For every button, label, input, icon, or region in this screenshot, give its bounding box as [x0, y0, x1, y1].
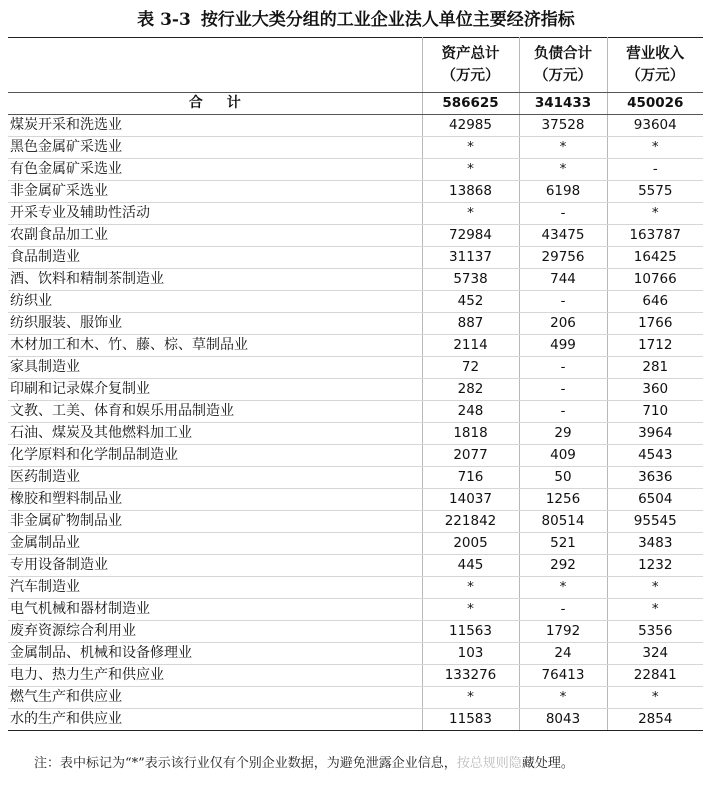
revenue-cell: 281	[607, 357, 703, 379]
industry-cell: 煤炭开采和洗选业	[8, 115, 422, 137]
table-row	[8, 137, 703, 159]
revenue-cell: 163787	[607, 225, 703, 247]
revenue-cell: 6504	[607, 489, 703, 511]
table-row	[8, 533, 703, 555]
total-row	[8, 93, 703, 115]
table-row	[8, 577, 703, 599]
table-row	[8, 269, 703, 291]
industry-cell: 家具制造业	[8, 357, 422, 379]
liabilities-cell: 29	[519, 423, 607, 445]
assets-cell: 716	[422, 467, 519, 489]
revenue-cell: 95545	[607, 511, 703, 533]
header-revenue: 营业收入 （万元）	[607, 38, 703, 93]
revenue-cell: 646	[607, 291, 703, 313]
revenue-cell: 1712	[607, 335, 703, 357]
assets-cell: *	[422, 577, 519, 599]
revenue-cell: 2854	[607, 709, 703, 731]
industry-cell: 汽车制造业	[8, 577, 422, 599]
assets-cell: 5738	[422, 269, 519, 291]
table-row	[8, 599, 703, 621]
liabilities-cell: 8043	[519, 709, 607, 731]
industry-cell: 金属制品业	[8, 533, 422, 555]
liabilities-cell: 37528	[519, 115, 607, 137]
industry-cell: 非金属矿物制品业	[8, 511, 422, 533]
assets-cell: 1818	[422, 423, 519, 445]
industry-cell: 专用设备制造业	[8, 555, 422, 577]
table-row	[8, 247, 703, 269]
table-row	[8, 621, 703, 643]
industry-cell: 有色金属矿采选业	[8, 159, 422, 181]
liabilities-cell: 744	[519, 269, 607, 291]
header-industry	[8, 38, 422, 93]
revenue-cell: 360	[607, 379, 703, 401]
table-row	[8, 643, 703, 665]
table-row	[8, 115, 703, 137]
industry-cell: 非金属矿采选业	[8, 181, 422, 203]
liabilities-cell: 499	[519, 335, 607, 357]
revenue-cell: 710	[607, 401, 703, 423]
revenue-cell: *	[607, 687, 703, 709]
table-row	[8, 511, 703, 533]
industry-cell: 食品制造业	[8, 247, 422, 269]
header-liabilities: 负债合计 （万元）	[519, 38, 607, 93]
note-text: 注：表中标记为“*”表示该行业仅有个别企业数据，为避免泄露企业信息，	[34, 756, 457, 771]
table-row	[8, 489, 703, 511]
liabilities-cell: 1792	[519, 621, 607, 643]
assets-cell: *	[422, 159, 519, 181]
revenue-cell: -	[607, 159, 703, 181]
table-row	[8, 401, 703, 423]
total-liabilities: 341433	[519, 93, 607, 115]
liabilities-cell: 206	[519, 313, 607, 335]
table-row	[8, 467, 703, 489]
revenue-cell: 4543	[607, 445, 703, 467]
industry-cell: 水的生产和供应业	[8, 709, 422, 731]
assets-cell: 14037	[422, 489, 519, 511]
table-code: 表 3-3	[137, 10, 191, 30]
revenue-cell: 1232	[607, 555, 703, 577]
liabilities-cell: 6198	[519, 181, 607, 203]
revenue-cell: 324	[607, 643, 703, 665]
assets-cell: 103	[422, 643, 519, 665]
liabilities-cell: -	[519, 379, 607, 401]
assets-cell: 72	[422, 357, 519, 379]
industry-cell: 橡胶和塑料制品业	[8, 489, 422, 511]
assets-cell: 221842	[422, 511, 519, 533]
liabilities-cell: -	[519, 401, 607, 423]
liabilities-cell: -	[519, 291, 607, 313]
revenue-cell: 5575	[607, 181, 703, 203]
table-row	[8, 423, 703, 445]
industry-cell: 印刷和记录媒介复制业	[8, 379, 422, 401]
table-row	[8, 203, 703, 225]
total-revenue: 450026	[607, 93, 703, 115]
liabilities-cell: 29756	[519, 247, 607, 269]
liabilities-cell: -	[519, 357, 607, 379]
header-assets: 资产总计 （万元）	[422, 38, 519, 93]
industry-cell: 木材加工和木、竹、藤、棕、草制品业	[8, 335, 422, 357]
liabilities-cell: *	[519, 577, 607, 599]
table-row	[8, 555, 703, 577]
revenue-cell: 22841	[607, 665, 703, 687]
industry-cell: 电力、热力生产和供应业	[8, 665, 422, 687]
note-faded-text: 按总规则隐	[456, 756, 522, 771]
industry-cell: 石油、煤炭及其他燃料加工业	[8, 423, 422, 445]
table-title-text: 按行业大类分组的工业企业法人单位主要经济指标	[200, 10, 575, 30]
assets-cell: 11583	[422, 709, 519, 731]
liabilities-cell: 521	[519, 533, 607, 555]
assets-cell: *	[422, 203, 519, 225]
liabilities-cell: *	[519, 687, 607, 709]
liabilities-cell: -	[519, 599, 607, 621]
table-row	[8, 181, 703, 203]
revenue-cell: 5356	[607, 621, 703, 643]
industry-cell: 纺织业	[8, 291, 422, 313]
indicator-table	[8, 37, 703, 731]
table-row	[8, 159, 703, 181]
industry-cell: 黑色金属矿采选业	[8, 137, 422, 159]
industry-cell: 金属制品、机械和设备修理业	[8, 643, 422, 665]
industry-cell: 纺织服装、服饰业	[8, 313, 422, 335]
assets-cell: *	[422, 687, 519, 709]
industry-cell: 医药制造业	[8, 467, 422, 489]
revenue-cell: *	[607, 599, 703, 621]
table-title	[0, 8, 712, 32]
industry-cell: 电气机械和器材制造业	[8, 599, 422, 621]
revenue-cell: *	[607, 137, 703, 159]
assets-cell: *	[422, 599, 519, 621]
industry-cell: 燃气生产和供应业	[8, 687, 422, 709]
revenue-cell: 16425	[607, 247, 703, 269]
revenue-cell: *	[607, 203, 703, 225]
note-text-2: 藏处理。	[521, 756, 574, 771]
table-note	[10, 752, 704, 776]
assets-cell: 445	[422, 555, 519, 577]
assets-cell: 282	[422, 379, 519, 401]
revenue-cell: *	[607, 577, 703, 599]
revenue-cell: 3483	[607, 533, 703, 555]
total-assets: 586625	[422, 93, 519, 115]
assets-cell: 248	[422, 401, 519, 423]
assets-cell: 31137	[422, 247, 519, 269]
assets-cell: 452	[422, 291, 519, 313]
assets-cell: *	[422, 137, 519, 159]
table-row	[8, 709, 703, 731]
liabilities-cell: 1256	[519, 489, 607, 511]
industry-cell: 开采专业及辅助性活动	[8, 203, 422, 225]
table-row	[8, 225, 703, 247]
liabilities-cell: *	[519, 137, 607, 159]
revenue-cell: 93604	[607, 115, 703, 137]
table-row	[8, 445, 703, 467]
liabilities-cell: 50	[519, 467, 607, 489]
industry-cell: 酒、饮料和精制茶制造业	[8, 269, 422, 291]
assets-cell: 2077	[422, 445, 519, 467]
table-row	[8, 665, 703, 687]
assets-cell: 133276	[422, 665, 519, 687]
industry-cell: 化学原料和化学制品制造业	[8, 445, 422, 467]
table-header-row	[8, 38, 703, 93]
assets-cell: 11563	[422, 621, 519, 643]
assets-cell: 887	[422, 313, 519, 335]
table-row	[8, 313, 703, 335]
assets-cell: 42985	[422, 115, 519, 137]
table-row	[8, 687, 703, 709]
liabilities-cell: 409	[519, 445, 607, 467]
industry-cell: 文教、工美、体育和娱乐用品制造业	[8, 401, 422, 423]
liabilities-cell: 24	[519, 643, 607, 665]
table-row	[8, 357, 703, 379]
table-row	[8, 335, 703, 357]
industry-cell: 废弃资源综合利用业	[8, 621, 422, 643]
liabilities-cell: *	[519, 159, 607, 181]
assets-cell: 72984	[422, 225, 519, 247]
liabilities-cell: -	[519, 203, 607, 225]
revenue-cell: 3636	[607, 467, 703, 489]
assets-cell: 2005	[422, 533, 519, 555]
assets-cell: 2114	[422, 335, 519, 357]
liabilities-cell: 76413	[519, 665, 607, 687]
total-label: 合计	[8, 93, 422, 115]
revenue-cell: 3964	[607, 423, 703, 445]
liabilities-cell: 43475	[519, 225, 607, 247]
table-row	[8, 291, 703, 313]
liabilities-cell: 80514	[519, 511, 607, 533]
revenue-cell: 10766	[607, 269, 703, 291]
table-row	[8, 379, 703, 401]
industry-cell: 农副食品加工业	[8, 225, 422, 247]
revenue-cell: 1766	[607, 313, 703, 335]
assets-cell: 13868	[422, 181, 519, 203]
liabilities-cell: 292	[519, 555, 607, 577]
